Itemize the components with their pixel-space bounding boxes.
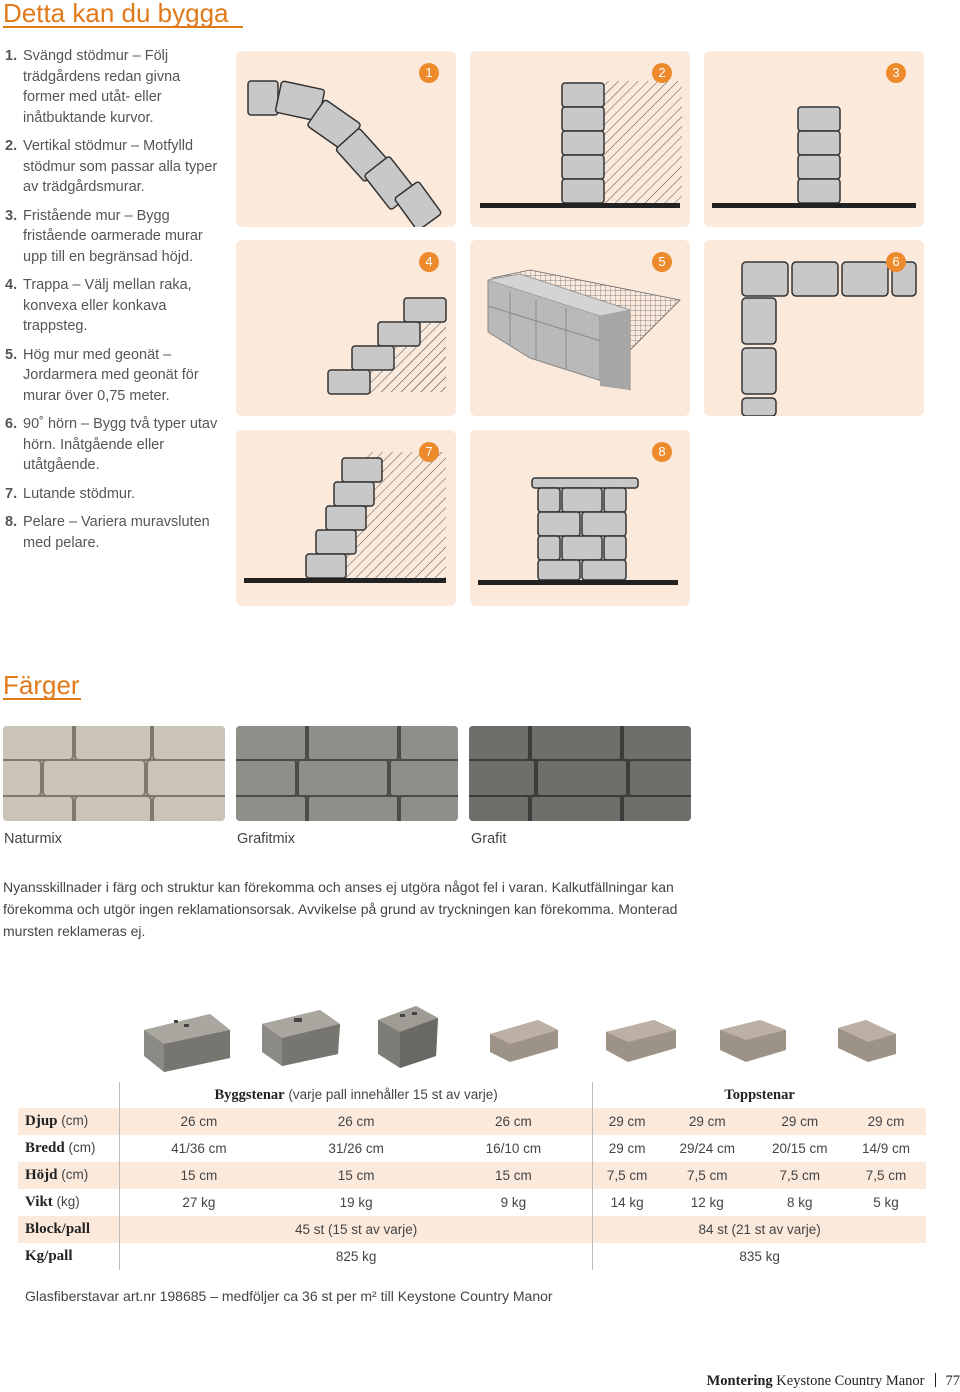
diagram-corner — [704, 240, 924, 416]
table-row: Block/pall 45 st (15 st av varje) 84 st (21 st av varje) — [18, 1216, 926, 1243]
group-header-building-stones: Byggstenar (varje pall innehåller 15 st av varje) — [120, 1082, 593, 1108]
diagram-badge: 6 — [886, 252, 906, 272]
diagram-badge: 5 — [652, 252, 672, 272]
swatch-grafit — [469, 726, 691, 821]
diagram-geogrid-wall — [470, 240, 690, 416]
diagram-pillar — [470, 430, 690, 606]
diagram-badge: 4 — [419, 252, 439, 272]
list-item: 4. Trappa – Välj mellan raka, konvexa eller konkava trappsteg. — [5, 277, 192, 334]
table-row: Kg/pall 825 kg 835 kg — [18, 1243, 926, 1270]
list-item: 3. Fristående mur – Bygg fristående oarmerade murar upp till en begränsad höjd. — [5, 207, 203, 265]
color-disclaimer: Nyansskillnader i färg och struktur kan förekomma och anses ej utgöra något fel i varan. Kalkutfällningar kan förekomma och utgör ingen reklamationsorsak. Avvikelse på grund av tryckningen kan förekomma. Monterad mursten reklameras ej. — [3, 879, 678, 939]
diagram-badge: 3 — [886, 63, 906, 83]
table-row: Bredd (cm) 41/36 cm 31/26 cm 16/10 cm 29 cm 29/24 cm 20/15 cm 14/9 cm — [18, 1135, 926, 1162]
footer-divider — [935, 1373, 936, 1387]
building-stone-medium-image — [262, 1010, 340, 1066]
diagram-badge: 2 — [652, 63, 672, 83]
swatch-label-grafitmix: Grafitmix — [237, 831, 295, 847]
spec-table — [18, 1082, 926, 1270]
footnote: Glasfiberstavar art.nr 198685 – medföljer ca 36 st per m² till Keystone Country Manor — [25, 1288, 553, 1304]
diagram-curved-wall — [236, 51, 456, 227]
diagram-freestanding-wall — [704, 51, 924, 227]
list-item: 6. 90˚ hörn – Bygg två typer utav hörn. Inåtgående eller utåtgående. — [5, 416, 218, 473]
diagram-badge: 8 — [652, 442, 672, 462]
page-footer: Montering Keystone Country Manor 77 — [706, 1373, 960, 1389]
list-item: 8. Pelare – Variera muravsluten med pelare. — [5, 514, 210, 551]
top-stone-4-image — [838, 1020, 896, 1062]
swatch-naturmix — [3, 726, 225, 821]
list-item: 7. Lutande stödmur. — [5, 485, 136, 502]
building-stone-small-image — [378, 1006, 438, 1068]
swatch-grafitmix — [236, 726, 458, 821]
diagram-badge: 1 — [419, 63, 439, 83]
table-row: Djup (cm) 26 cm 26 cm 26 cm 29 cm 29 cm 29 cm 29 cm — [18, 1108, 926, 1135]
section-title-build: Detta kan du bygga — [3, 0, 243, 28]
stone-images — [130, 1000, 910, 1080]
diagram-sloping-wall — [236, 430, 456, 606]
list-item: 1. Svängd stödmur – Följ trädgårdens redan givna former med utåt- eller inåtbuktande kurvor. — [5, 48, 181, 126]
build-options-list — [5, 46, 220, 561]
top-stone-1-image — [490, 1020, 558, 1062]
section-title-colors: Färger — [3, 670, 80, 700]
diagram-stairs — [236, 240, 456, 416]
swatch-label-grafit: Grafit — [471, 831, 507, 847]
page-number: 77 — [945, 1373, 960, 1389]
diagram-badge: 7 — [419, 442, 439, 462]
group-header-top-stones: Toppstenar — [593, 1082, 926, 1108]
diagram-vertical-wall — [470, 51, 690, 227]
list-item: 5. Hög mur med geonät – Jordarmera med geonät för murar över 0,75 meter. — [5, 346, 199, 404]
top-stone-3-image — [720, 1020, 786, 1062]
swatch-label-naturmix: Naturmix — [4, 831, 63, 847]
list-item: 2. Vertikal stödmur – Motfylld stödmur som passar alla typer av trädgårdsmurar. — [5, 138, 218, 195]
table-row: Höjd (cm) 15 cm 15 cm 15 cm 7,5 cm 7,5 cm 7,5 cm 7,5 cm — [18, 1162, 926, 1189]
table-row: Vikt (kg) 27 kg 19 kg 9 kg 14 kg 12 kg 8 kg 5 kg — [18, 1189, 926, 1216]
building-stone-large-image — [144, 1014, 230, 1072]
top-stone-2-image — [606, 1020, 676, 1062]
